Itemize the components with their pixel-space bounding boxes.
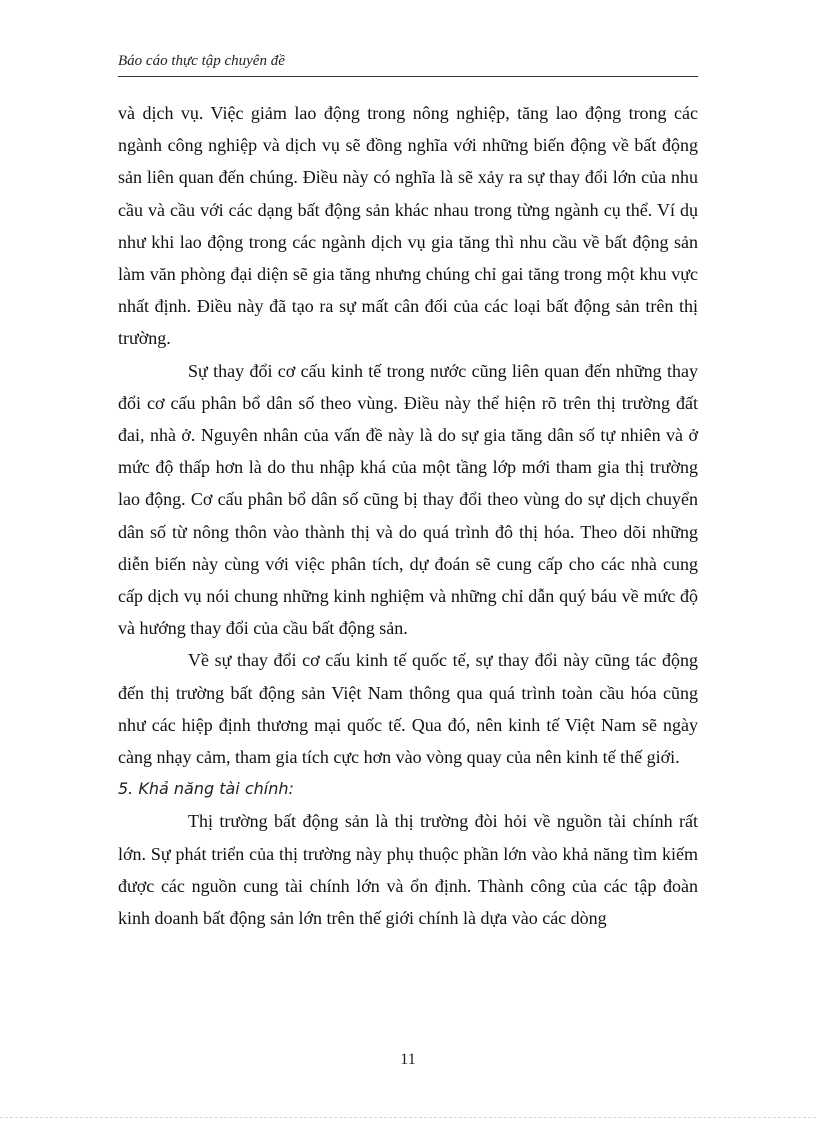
header-rule [118,76,698,77]
page-bottom-border [0,1117,816,1118]
paragraph-3: Về sự thay đổi cơ cấu kinh tế quốc tế, sự thay đổi này cũng tác động đến thị trường bất động sản Việt Nam thông qua quá trình toàn cầu hóa cũng như các hiệp định thương mại quốc tế. Qua đó, nên kinh tế Việt Nam sẽ ngày càng nhạy cảm, tham gia tích cực hơn vào vòng quay của nên kinh tế thế giới. [118,650,698,768]
header-title: Báo cáo thực tập chuyên đề [118,53,285,69]
section-heading: 5. Khả năng tài chính: [118,779,294,799]
page-number: 11 [400,1051,416,1068]
paragraph-2: Sự thay đổi cơ cấu kinh tế trong nước cũng liên quan đến những thay đổi cơ cấu phân bổ dân số theo vùng. Điều này thể hiện rõ trên thị trường đất đai, nhà ở. Nguyên nhân của vấn đề này là do sự gia tăng dân số tự nhiên và ở mức độ thấp hơn là do thu nhập khá của một tầng lớp mới tham gia thị trường lao động. Cơ cấu phân bổ dân số cũng bị thay đổi theo vùng do sự dịch chuyển dân số từ nông thôn vào thành thị và do quá trình đô thị hóa. Theo dõi những diễn biến này cùng với việc phân tích, dự đoán sẽ cung cấp cho các nhà cung cấp dịch vụ nói chung những kinh nghiệm và những chỉ dẫn quý báu về mức độ và hướng thay đổi của cầu bất động sản. [118,360,698,639]
paragraph-1: và dịch vụ. Việc giảm lao động trong nông nghiệp, tăng lao động trong các ngành công nghiệp và dịch vụ sẽ đồng nghĩa với những biến động về bất động sản liên quan đến chúng. Điều này có nghĩa là sẽ xảy ra sự thay đổi lớn của nhu cầu và cầu với các dạng bất động sản khác nhau trong từng ngành cụ thể. Ví dụ như khi lao động trong các ngành dịch vụ gia tăng thì nhu cầu về bất động sản làm văn phòng đại diện sẽ gia tăng nhưng chúng chỉ gai tăng trong một khu vực nhất định. Điều này đã tạo ra sự mất cân đối của các loại bất động sản trên thị trường. [118,103,698,349]
paragraph-4: Thị trường bất động sản là thị trường đòi hỏi về nguồn tài chính rất lớn. Sự phát triển của thị trường này phụ thuộc phần lớn vào khả năng tìm kiếm được các nguồn cung tài chính lớn và ổn định. Thành công của các tập đoàn kinh doanh bất động sản lớn trên thế giới chính là dựa vào các dòng [118,811,698,929]
body-text [118,97,698,934]
page-header [118,50,698,80]
